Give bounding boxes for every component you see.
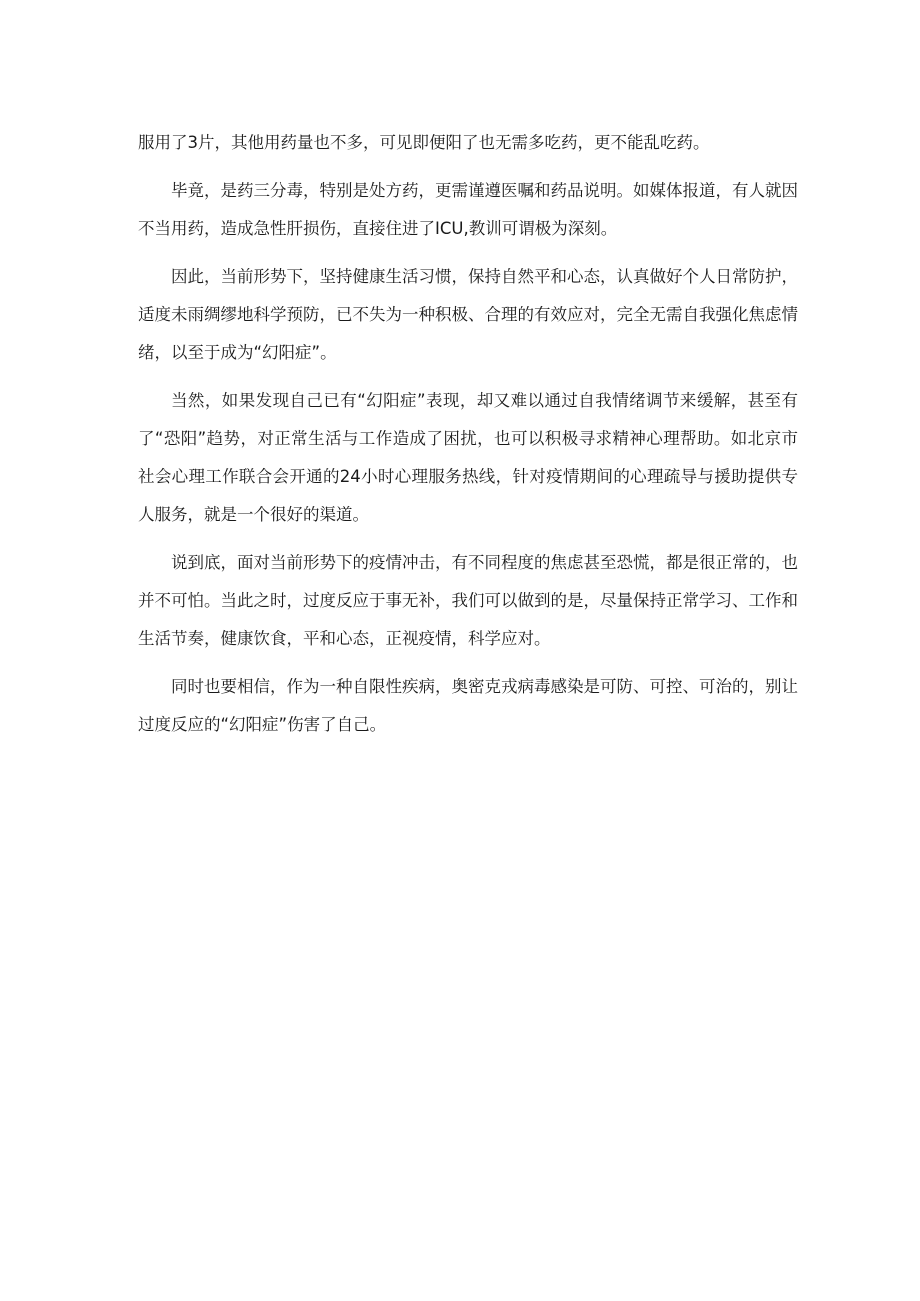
document-body <box>138 124 798 754</box>
paragraph-3: 因此，当前形势下，坚持健康生活习惯，保持自然平和心态，认真做好个人日常防护，适度未雨绸缪地科学预防，已不失为一种积极、合理的有效应对，完全无需自我强化焦虑情绪，以至于成为“幻阳症”。 <box>138 267 798 362</box>
paragraph-4: 当然，如果发现自己已有“幻阳症”表现，却又难以通过自我情绪调节来缓解，甚至有了“恐阳”趋势，对正常生活与工作造成了困扰，也可以积极寻求精神心理帮助。如北京市社会心理工作联合会开通的24小时心理服务热线，针对疫情期间的心理疏导与援助提供专人服务，就是一个很好的渠道。 <box>138 391 798 524</box>
paragraph-2: 毕竟，是药三分毒，特别是处方药，更需谨遵医嘱和药品说明。如媒体报道，有人就因不当用药，造成急性肝损伤，直接住进了ICU,教训可谓极为深刻。 <box>138 181 798 238</box>
paragraph-5: 说到底，面对当前形势下的疫情冲击，有不同程度的焦虑甚至恐慌，都是很正常的，也并不可怕。当此之时，过度反应于事无补，我们可以做到的是，尽量保持正常学习、工作和生活节奏，健康饮食，平和心态，正视疫情，科学应对。 <box>138 553 798 648</box>
paragraph-6: 同时也要相信，作为一种自限性疾病，奥密克戎病毒感染是可防、可控、可治的，别让过度反应的“幻阳症”伤害了自己。 <box>138 677 798 734</box>
paragraph-1: 服用了3片，其他用药量也不多，可见即便阳了也无需多吃药，更不能乱吃药。 <box>138 133 710 152</box>
